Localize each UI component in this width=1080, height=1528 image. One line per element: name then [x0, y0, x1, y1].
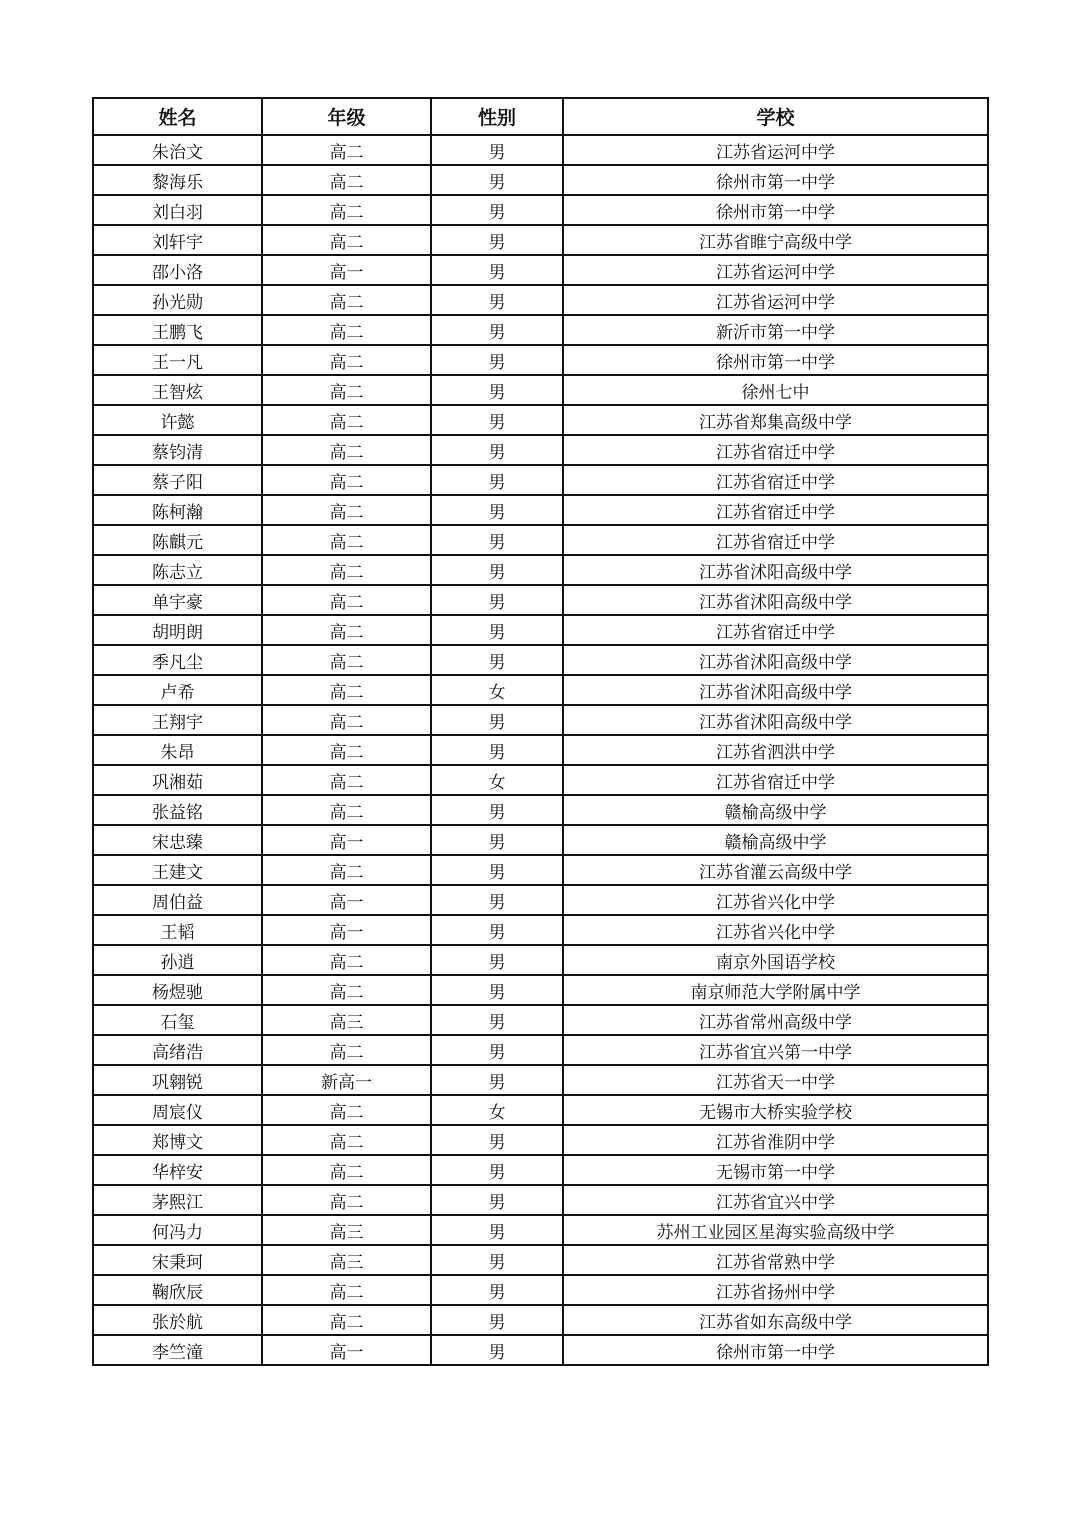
- cell-school: 徐州市第一中学: [563, 1335, 988, 1365]
- cell-school: 江苏省宿迁中学: [563, 615, 988, 645]
- cell-school: 江苏省宿迁中学: [563, 465, 988, 495]
- cell-school: 徐州市第一中学: [563, 195, 988, 225]
- cell-name: 高绪浩: [93, 1035, 262, 1065]
- cell-school: 江苏省如东高级中学: [563, 1305, 988, 1335]
- cell-gender: 男: [431, 195, 563, 225]
- cell-gender: 男: [431, 1245, 563, 1275]
- table-row: [93, 675, 988, 705]
- cell-name: 鞠欣辰: [93, 1275, 262, 1305]
- cell-school: 徐州市第一中学: [563, 165, 988, 195]
- table-row: [93, 465, 988, 495]
- cell-name: 张於航: [93, 1305, 262, 1335]
- cell-name: 黎海乐: [93, 165, 262, 195]
- cell-school: 江苏省天一中学: [563, 1065, 988, 1095]
- cell-gender: 女: [431, 675, 563, 705]
- table-row: [93, 285, 988, 315]
- cell-name: 朱治文: [93, 135, 262, 165]
- cell-grade: 高三: [262, 1005, 431, 1035]
- cell-name: 季凡尘: [93, 645, 262, 675]
- cell-grade: 高二: [262, 405, 431, 435]
- table-row: [93, 1035, 988, 1065]
- cell-name: 巩翱锐: [93, 1065, 262, 1095]
- cell-gender: 男: [431, 555, 563, 585]
- cell-school: 江苏省沭阳高级中学: [563, 555, 988, 585]
- cell-gender: 男: [431, 1125, 563, 1155]
- cell-grade: 高二: [262, 1125, 431, 1155]
- cell-gender: 男: [431, 135, 563, 165]
- cell-grade: 高二: [262, 165, 431, 195]
- cell-gender: 男: [431, 525, 563, 555]
- cell-school: 江苏省宿迁中学: [563, 765, 988, 795]
- student-roster-table: [92, 97, 989, 1366]
- cell-grade: 高二: [262, 765, 431, 795]
- table-row: [93, 1305, 988, 1335]
- cell-school: 江苏省宿迁中学: [563, 495, 988, 525]
- cell-school: 赣榆高级中学: [563, 795, 988, 825]
- table-row: [93, 495, 988, 525]
- cell-grade: 高二: [262, 525, 431, 555]
- cell-gender: 男: [431, 435, 563, 465]
- cell-name: 陈麒元: [93, 525, 262, 555]
- cell-gender: 男: [431, 225, 563, 255]
- cell-school: 江苏省运河中学: [563, 285, 988, 315]
- table-row: [93, 645, 988, 675]
- cell-gender: 男: [431, 795, 563, 825]
- cell-grade: 高二: [262, 1305, 431, 1335]
- table-row: [93, 1215, 988, 1245]
- table-row: [93, 375, 988, 405]
- cell-grade: 高二: [262, 465, 431, 495]
- cell-name: 宋秉珂: [93, 1245, 262, 1275]
- table-row: [93, 1155, 988, 1185]
- table-row: [93, 435, 988, 465]
- cell-name: 孙逍: [93, 945, 262, 975]
- cell-gender: 男: [431, 735, 563, 765]
- table-row: [93, 1245, 988, 1275]
- cell-gender: 男: [431, 885, 563, 915]
- cell-gender: 男: [431, 285, 563, 315]
- cell-school: 无锡市大桥实验学校: [563, 1095, 988, 1125]
- table-row: [93, 765, 988, 795]
- cell-school: 江苏省郑集高级中学: [563, 405, 988, 435]
- cell-gender: 男: [431, 1305, 563, 1335]
- table-row: [93, 315, 988, 345]
- cell-school: 苏州工业园区星海实验高级中学: [563, 1215, 988, 1245]
- cell-school: 江苏省兴化中学: [563, 885, 988, 915]
- cell-grade: 高一: [262, 825, 431, 855]
- cell-grade: 高二: [262, 585, 431, 615]
- cell-school: 南京外国语学校: [563, 945, 988, 975]
- cell-grade: 高二: [262, 1275, 431, 1305]
- cell-gender: 男: [431, 825, 563, 855]
- cell-name: 王翔宇: [93, 705, 262, 735]
- cell-name: 王一凡: [93, 345, 262, 375]
- header-name: 姓名: [93, 98, 262, 135]
- table-row: [93, 825, 988, 855]
- cell-grade: 高二: [262, 615, 431, 645]
- cell-gender: 男: [431, 1185, 563, 1215]
- table-row: [93, 855, 988, 885]
- cell-grade: 新高一: [262, 1065, 431, 1095]
- cell-gender: 男: [431, 975, 563, 1005]
- cell-school: 江苏省常州高级中学: [563, 1005, 988, 1035]
- cell-grade: 高二: [262, 1185, 431, 1215]
- cell-name: 李竺潼: [93, 1335, 262, 1365]
- cell-grade: 高二: [262, 315, 431, 345]
- table-row: [93, 555, 988, 585]
- cell-grade: 高三: [262, 1215, 431, 1245]
- cell-school: 江苏省兴化中学: [563, 915, 988, 945]
- cell-school: 江苏省扬州中学: [563, 1275, 988, 1305]
- cell-gender: 男: [431, 585, 563, 615]
- cell-grade: 高二: [262, 495, 431, 525]
- cell-grade: 高二: [262, 795, 431, 825]
- cell-school: 江苏省宜兴中学: [563, 1185, 988, 1215]
- cell-gender: 女: [431, 1095, 563, 1125]
- cell-grade: 高二: [262, 855, 431, 885]
- cell-gender: 男: [431, 345, 563, 375]
- cell-gender: 男: [431, 1035, 563, 1065]
- cell-name: 蔡钧清: [93, 435, 262, 465]
- cell-grade: 高二: [262, 1035, 431, 1065]
- cell-name: 蔡子阳: [93, 465, 262, 495]
- table-row: [93, 1275, 988, 1305]
- cell-gender: 女: [431, 765, 563, 795]
- header-school: 学校: [563, 98, 988, 135]
- cell-name: 单宇豪: [93, 585, 262, 615]
- cell-school: 江苏省沭阳高级中学: [563, 705, 988, 735]
- cell-grade: 高二: [262, 675, 431, 705]
- cell-school: 江苏省运河中学: [563, 135, 988, 165]
- cell-gender: 男: [431, 1275, 563, 1305]
- cell-gender: 男: [431, 1335, 563, 1365]
- cell-school: 徐州七中: [563, 375, 988, 405]
- cell-gender: 男: [431, 915, 563, 945]
- cell-gender: 男: [431, 1065, 563, 1095]
- cell-grade: 高三: [262, 1245, 431, 1275]
- cell-school: 江苏省沭阳高级中学: [563, 675, 988, 705]
- table-row: [93, 945, 988, 975]
- cell-gender: 男: [431, 945, 563, 975]
- cell-grade: 高二: [262, 135, 431, 165]
- table-row: [93, 135, 988, 165]
- cell-grade: 高二: [262, 555, 431, 585]
- table-row: [93, 1185, 988, 1215]
- table-row: [93, 1335, 988, 1365]
- cell-name: 王智炫: [93, 375, 262, 405]
- cell-name: 巩湘茹: [93, 765, 262, 795]
- table-row: [93, 405, 988, 435]
- cell-gender: 男: [431, 315, 563, 345]
- table-row: [93, 795, 988, 825]
- cell-gender: 男: [431, 1155, 563, 1185]
- cell-school: 江苏省沭阳高级中学: [563, 585, 988, 615]
- table-row: [93, 705, 988, 735]
- cell-gender: 男: [431, 1005, 563, 1035]
- cell-name: 何冯力: [93, 1215, 262, 1245]
- table-row: [93, 255, 988, 285]
- cell-school: 江苏省沭阳高级中学: [563, 645, 988, 675]
- cell-name: 张益铭: [93, 795, 262, 825]
- cell-gender: 男: [431, 255, 563, 285]
- table-row: [93, 225, 988, 255]
- cell-name: 陈柯瀚: [93, 495, 262, 525]
- cell-school: 徐州市第一中学: [563, 345, 988, 375]
- cell-grade: 高二: [262, 435, 431, 465]
- cell-school: 江苏省运河中学: [563, 255, 988, 285]
- cell-grade: 高一: [262, 885, 431, 915]
- cell-grade: 高一: [262, 255, 431, 285]
- cell-grade: 高二: [262, 1155, 431, 1185]
- cell-school: 南京师范大学附属中学: [563, 975, 988, 1005]
- cell-school: 江苏省宜兴第一中学: [563, 1035, 988, 1065]
- table-row: [93, 735, 988, 765]
- cell-gender: 男: [431, 855, 563, 885]
- cell-school: 江苏省灌云高级中学: [563, 855, 988, 885]
- table-header: [93, 98, 988, 135]
- cell-name: 刘轩宇: [93, 225, 262, 255]
- cell-name: 胡明朗: [93, 615, 262, 645]
- cell-gender: 男: [431, 645, 563, 675]
- cell-school: 江苏省常熟中学: [563, 1245, 988, 1275]
- cell-grade: 高二: [262, 225, 431, 255]
- cell-gender: 男: [431, 1215, 563, 1245]
- header-gender: 性别: [431, 98, 563, 135]
- cell-gender: 男: [431, 405, 563, 435]
- table-row: [93, 915, 988, 945]
- cell-name: 周宸仪: [93, 1095, 262, 1125]
- cell-school: 江苏省睢宁高级中学: [563, 225, 988, 255]
- cell-gender: 男: [431, 495, 563, 525]
- cell-grade: 高二: [262, 345, 431, 375]
- table-row: [93, 525, 988, 555]
- table-row: [93, 615, 988, 645]
- cell-gender: 男: [431, 465, 563, 495]
- cell-grade: 高二: [262, 1095, 431, 1125]
- cell-name: 茅熙江: [93, 1185, 262, 1215]
- cell-name: 石玺: [93, 1005, 262, 1035]
- cell-name: 王韬: [93, 915, 262, 945]
- header-grade: 年级: [262, 98, 431, 135]
- cell-grade: 高二: [262, 375, 431, 405]
- table-body: [93, 135, 988, 1365]
- cell-name: 华梓安: [93, 1155, 262, 1185]
- table-row: [93, 885, 988, 915]
- table-row: [93, 975, 988, 1005]
- cell-grade: 高二: [262, 705, 431, 735]
- cell-name: 刘白羽: [93, 195, 262, 225]
- cell-name: 邵小洛: [93, 255, 262, 285]
- cell-school: 江苏省淮阴中学: [563, 1125, 988, 1155]
- cell-grade: 高二: [262, 975, 431, 1005]
- cell-name: 陈志立: [93, 555, 262, 585]
- cell-name: 许懿: [93, 405, 262, 435]
- cell-gender: 男: [431, 705, 563, 735]
- cell-name: 孙光勋: [93, 285, 262, 315]
- table-row: [93, 345, 988, 375]
- cell-gender: 男: [431, 615, 563, 645]
- table-row: [93, 1065, 988, 1095]
- table-row: [93, 585, 988, 615]
- cell-name: 朱昂: [93, 735, 262, 765]
- table-row: [93, 195, 988, 225]
- cell-grade: 高一: [262, 915, 431, 945]
- cell-school: 赣榆高级中学: [563, 825, 988, 855]
- cell-name: 王鹏飞: [93, 315, 262, 345]
- cell-grade: 高一: [262, 1335, 431, 1365]
- cell-grade: 高二: [262, 645, 431, 675]
- cell-name: 周伯益: [93, 885, 262, 915]
- table-row: [93, 1125, 988, 1155]
- cell-grade: 高二: [262, 945, 431, 975]
- cell-name: 宋忠臻: [93, 825, 262, 855]
- cell-grade: 高二: [262, 285, 431, 315]
- cell-school: 新沂市第一中学: [563, 315, 988, 345]
- cell-gender: 男: [431, 165, 563, 195]
- cell-school: 无锡市第一中学: [563, 1155, 988, 1185]
- cell-name: 王建文: [93, 855, 262, 885]
- cell-grade: 高二: [262, 735, 431, 765]
- cell-name: 杨煜驰: [93, 975, 262, 1005]
- cell-school: 江苏省宿迁中学: [563, 435, 988, 465]
- table-row: [93, 165, 988, 195]
- cell-school: 江苏省泗洪中学: [563, 735, 988, 765]
- header-row: [93, 98, 988, 135]
- cell-grade: 高二: [262, 195, 431, 225]
- cell-gender: 男: [431, 375, 563, 405]
- cell-name: 郑博文: [93, 1125, 262, 1155]
- cell-school: 江苏省宿迁中学: [563, 525, 988, 555]
- table-row: [93, 1095, 988, 1125]
- table-row: [93, 1005, 988, 1035]
- cell-name: 卢希: [93, 675, 262, 705]
